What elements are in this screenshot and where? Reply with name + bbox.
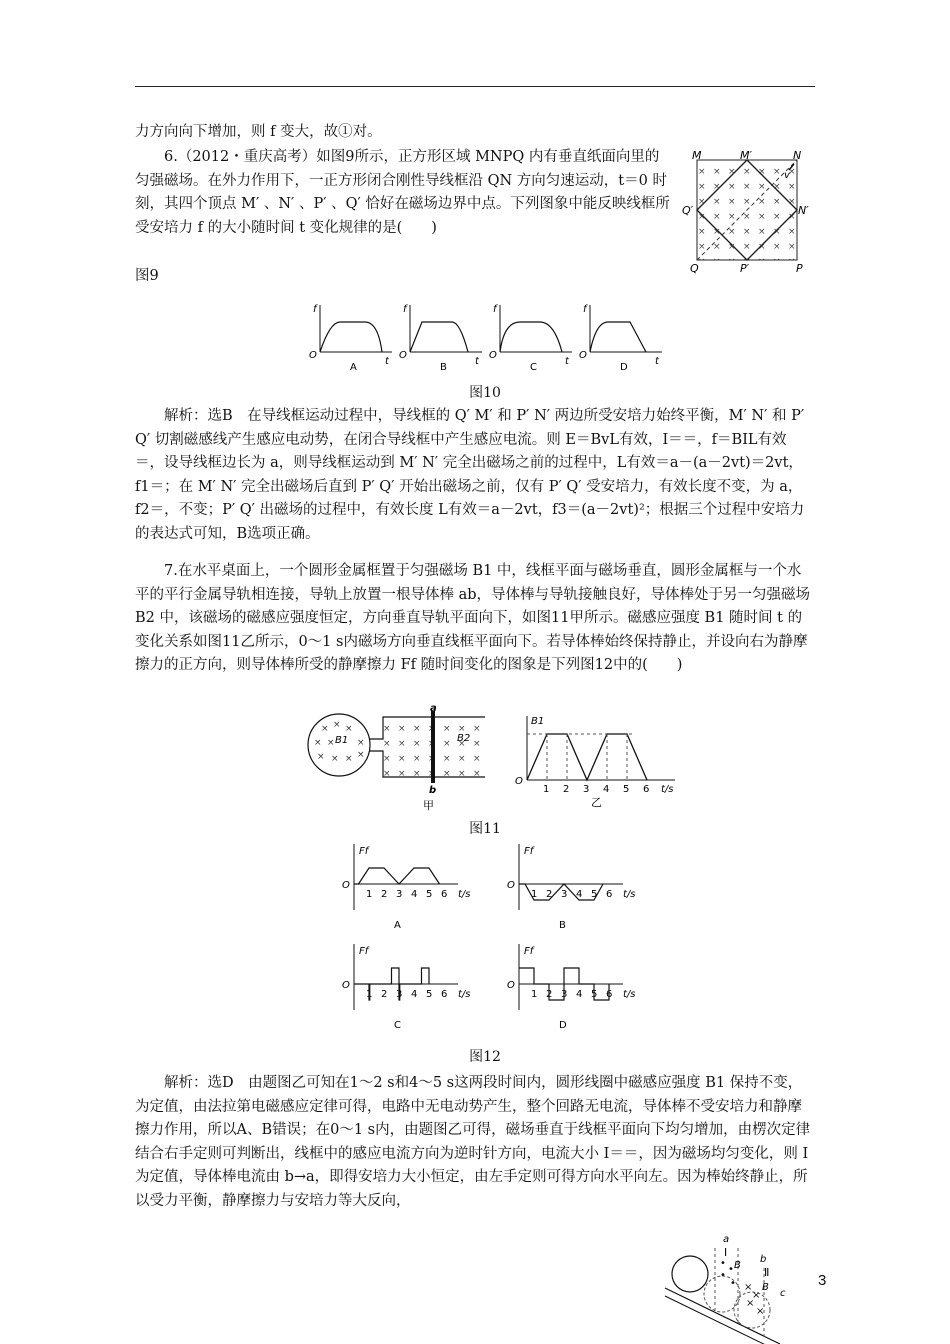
question-6: 6.（2012・重庆高考）如图9所示，正方形区域 MNPQ 内有垂直纸面向里的匀强磁场。在外力作用下，一正方形闭合刚性导线框沿 QN 方向匀速运动，t＝0 时刻，其四个顶点 M′ 、N′ 、P′ 、Q′ 恰好在磁场边界中点。下列图象中能反映线框所受安培力 f 的大小随时间 t 变化规律的是( ) — [135, 149, 670, 236]
label-a: a — [430, 703, 437, 714]
label-M-prime: M′ — [740, 149, 752, 162]
svg-text:O: O — [309, 350, 317, 361]
tick-label: 3 — [561, 989, 568, 1000]
tick-label: 4 — [411, 989, 418, 1000]
svg-text:t/s: t/s — [661, 784, 674, 795]
tick-label: 3 — [396, 889, 403, 900]
tick-label: 2 — [546, 989, 553, 1000]
origin-label: O — [507, 880, 515, 891]
graph-D — [507, 944, 636, 1031]
figure-11-left — [305, 705, 495, 815]
tick-label: 4 — [576, 989, 583, 1000]
graph-C — [342, 944, 471, 1031]
y-label: Ff — [359, 946, 369, 957]
svg-text:×: × — [321, 724, 329, 734]
svg-text:6: 6 — [643, 784, 650, 795]
svg-text:•: • — [728, 1264, 734, 1275]
page-number: 3 — [818, 1272, 827, 1289]
label-N: N — [793, 149, 802, 162]
figure-9-caption: 图9 — [135, 268, 159, 284]
question-7: 7.在水平桌面上，一个圆形金属框置于匀强磁场 B1 中，线框平面与磁场垂直，圆形金属框与一个水平的平行金属导轨相连接，导轨上放置一根导体棒 ab，导体棒与导轨接触良好，导体棒处于另一匀强磁场 B2 中，该磁场的磁感应强度恒定，方向垂直导轨平面向下，如图11甲所示。磁感应强度 B1 随时间 t 的变化关系如图11乙所示，0～1 s内磁场方向垂直线框平面向下。若导体棒始终保持静止，并设向右为静摩擦力的正方向，则导体棒所受的静摩擦力 Ff 随时间变化的图象是下列图12中的( ) — [135, 563, 811, 673]
figure-10 — [310, 300, 680, 375]
graph-B — [507, 844, 636, 931]
B1-curve — [527, 734, 647, 780]
figure-9 — [680, 148, 820, 278]
tick-label: 5 — [591, 989, 598, 1000]
tick-label: 4 — [411, 889, 418, 900]
svg-text:×: × — [746, 1298, 755, 1309]
svg-text:1: 1 — [543, 784, 550, 795]
svg-text:3: 3 — [583, 784, 590, 795]
svg-text:t: t — [475, 356, 479, 367]
svg-text:×: × — [756, 1306, 765, 1317]
svg-text:Ⅰ: Ⅰ — [724, 1246, 728, 1259]
svg-text:C: C — [530, 362, 537, 373]
svg-text:•: • — [720, 1270, 726, 1281]
svg-text:B: B — [440, 362, 447, 373]
svg-text:×: × — [345, 754, 353, 764]
y-label: Ff — [524, 846, 534, 857]
tick-label: 5 — [591, 889, 598, 900]
svg-text:f: f — [493, 304, 497, 315]
x-label: t/s — [623, 889, 636, 900]
graph-D — [579, 304, 662, 373]
svg-text:×: × — [327, 738, 335, 748]
graph-A — [309, 304, 392, 373]
svg-text:×: × — [331, 754, 339, 764]
x-label: t/s — [458, 989, 471, 1000]
option-label: B — [559, 920, 566, 931]
svg-text:×: × — [357, 738, 365, 748]
label-N-prime: N′ — [798, 204, 809, 217]
label-B2: B2 — [457, 733, 471, 744]
option-label: A — [394, 920, 401, 931]
answer-7: 解析：选D 由题图乙可知在1～2 s和4～5 s这两段时间内，圆形线圈中磁感应强度 B1 保持不变，为定值，由法拉第电磁感应定律可得，电路中无电动势产生，整个回路无电流，导体棒不受安培力和静摩擦力作用，所以A、B错误；在0～1 s内，由题图乙可得，磁场垂直于线框平面向下均匀增加，由楞次定律结合右手定则可判断出，线框中的感应电流方向为逆时针方向，电流大小 I＝＝，因为磁场均匀变化，则 I 为定值，导体棒电流由 b→a，即得安培力大小恒定，由左手定则可得方向水平向左。因为棒始终静止，所以受力平衡，静摩擦力与安培力等大反向， — [135, 1075, 811, 1209]
svg-text:a: a — [723, 1234, 730, 1245]
incline-figure — [660, 1228, 810, 1344]
label-P-prime: P′ — [740, 262, 750, 275]
header-rule — [135, 86, 815, 87]
origin-label: O — [342, 880, 350, 891]
svg-text:t: t — [655, 356, 659, 367]
tick-label: 2 — [381, 989, 388, 1000]
svg-text:Ⅱ: Ⅱ — [764, 1266, 770, 1279]
x-label: t/s — [623, 989, 636, 1000]
figure-12-caption: 图12 — [469, 1049, 501, 1065]
tick-label: 6 — [606, 889, 613, 900]
tick-label: 1 — [531, 889, 538, 900]
answer-6: 解析：选B 在导线框运动过程中，导线框的 Q′ M′ 和 P′ N′ 两边所受安培力始终平衡，M′ N′ 和 P′ Q′ 切割磁感线产生感应电动势，在闭合导线框中产生感应电流。则 E＝BvL有效，I＝＝，f＝BIL有效＝，设导线框边长为 a，则导线框运动到 M′ N′ 完全出磁场之前的过程中，L有效＝a－(a－2vt)＝2vt，f1＝；在 M′ N′ 完全出磁场后直到 P′ Q′ 开始出磁场之前，仅有 P′ Q′ 受安培力，有效长度不变，为 a，f2＝，不变；P′ Q′ 出磁场的过程中，有效长度 L有效＝a－2vt，f3＝(a－2vt)²；根据三个过程中安培力的表达式可知，B选项正确。 — [135, 408, 805, 542]
paragraph-continuation: 力方向向下增加，则 f 变大，故①对。 — [135, 124, 382, 140]
label-P: P — [796, 262, 803, 275]
label-jia: 甲 — [423, 799, 434, 812]
svg-text:O: O — [489, 350, 497, 361]
label-Q: Q — [690, 262, 699, 275]
tick-label: 3 — [396, 989, 403, 1000]
label-Q-prime: Q′ — [682, 204, 694, 217]
svg-text:f: f — [583, 304, 587, 315]
svg-text:4: 4 — [603, 784, 610, 795]
svg-text:×: × — [357, 750, 365, 760]
svg-text:5: 5 — [623, 784, 630, 795]
tick-label: 4 — [576, 889, 583, 900]
y-label: Ff — [524, 946, 534, 957]
svg-text:t: t — [565, 356, 569, 367]
svg-text:•: • — [730, 1278, 736, 1289]
y-label: Ff — [359, 846, 369, 857]
graph-A — [342, 844, 471, 931]
ball — [672, 1256, 708, 1292]
figure-12 — [330, 840, 660, 1040]
svg-text:O: O — [579, 350, 587, 361]
label-v: v — [784, 170, 790, 181]
tick-label: 1 — [366, 889, 373, 900]
svg-text:O: O — [515, 776, 523, 787]
figure-11-right — [505, 712, 690, 807]
option-label: D — [559, 1020, 567, 1031]
svg-text:B: B — [734, 1260, 741, 1271]
tick-label: 6 — [606, 989, 613, 1000]
svg-text:f: f — [403, 304, 407, 315]
svg-text:b: b — [760, 1254, 767, 1265]
tick-label: 1 — [366, 989, 373, 1000]
tick-label: 6 — [441, 889, 448, 900]
svg-text:×: × — [744, 1282, 753, 1293]
svg-text:c: c — [780, 1288, 786, 1299]
label-B1: B1 — [335, 735, 349, 746]
svg-text:×: × — [752, 1290, 761, 1301]
Ff-curve — [354, 868, 440, 884]
x-label: t/s — [458, 889, 471, 900]
figure-11-caption: 图11 — [469, 821, 501, 837]
graph-B — [399, 304, 482, 373]
svg-text:2: 2 — [563, 784, 570, 795]
tick-label: 5 — [426, 889, 433, 900]
svg-text:×: × — [345, 724, 353, 734]
svg-text:B: B — [762, 1282, 769, 1293]
svg-text:×: × — [333, 720, 341, 730]
tick-label: 1 — [531, 989, 538, 1000]
tick-label: 3 — [561, 889, 568, 900]
label-b: b — [429, 785, 437, 796]
tick-label: 6 — [441, 989, 448, 1000]
svg-text:t: t — [385, 356, 389, 367]
svg-text:×: × — [317, 752, 325, 762]
option-label: C — [394, 1020, 401, 1031]
label-M: M — [692, 149, 702, 162]
svg-text:•: • — [720, 1258, 726, 1269]
origin-label: O — [507, 980, 515, 991]
origin-label: O — [342, 980, 350, 991]
tick-label: 2 — [546, 889, 553, 900]
svg-text:O: O — [399, 350, 407, 361]
svg-text:×: × — [314, 738, 322, 748]
svg-text:A: A — [350, 362, 357, 373]
svg-text:B1: B1 — [531, 716, 545, 727]
svg-text:f: f — [313, 304, 317, 315]
tick-label: 2 — [381, 889, 388, 900]
graph-C — [489, 304, 572, 373]
figure-10-caption: 图10 — [469, 385, 501, 401]
svg-text:D: D — [620, 362, 628, 373]
tick-label: 5 — [426, 989, 433, 1000]
label-yi: 乙 — [591, 796, 602, 809]
